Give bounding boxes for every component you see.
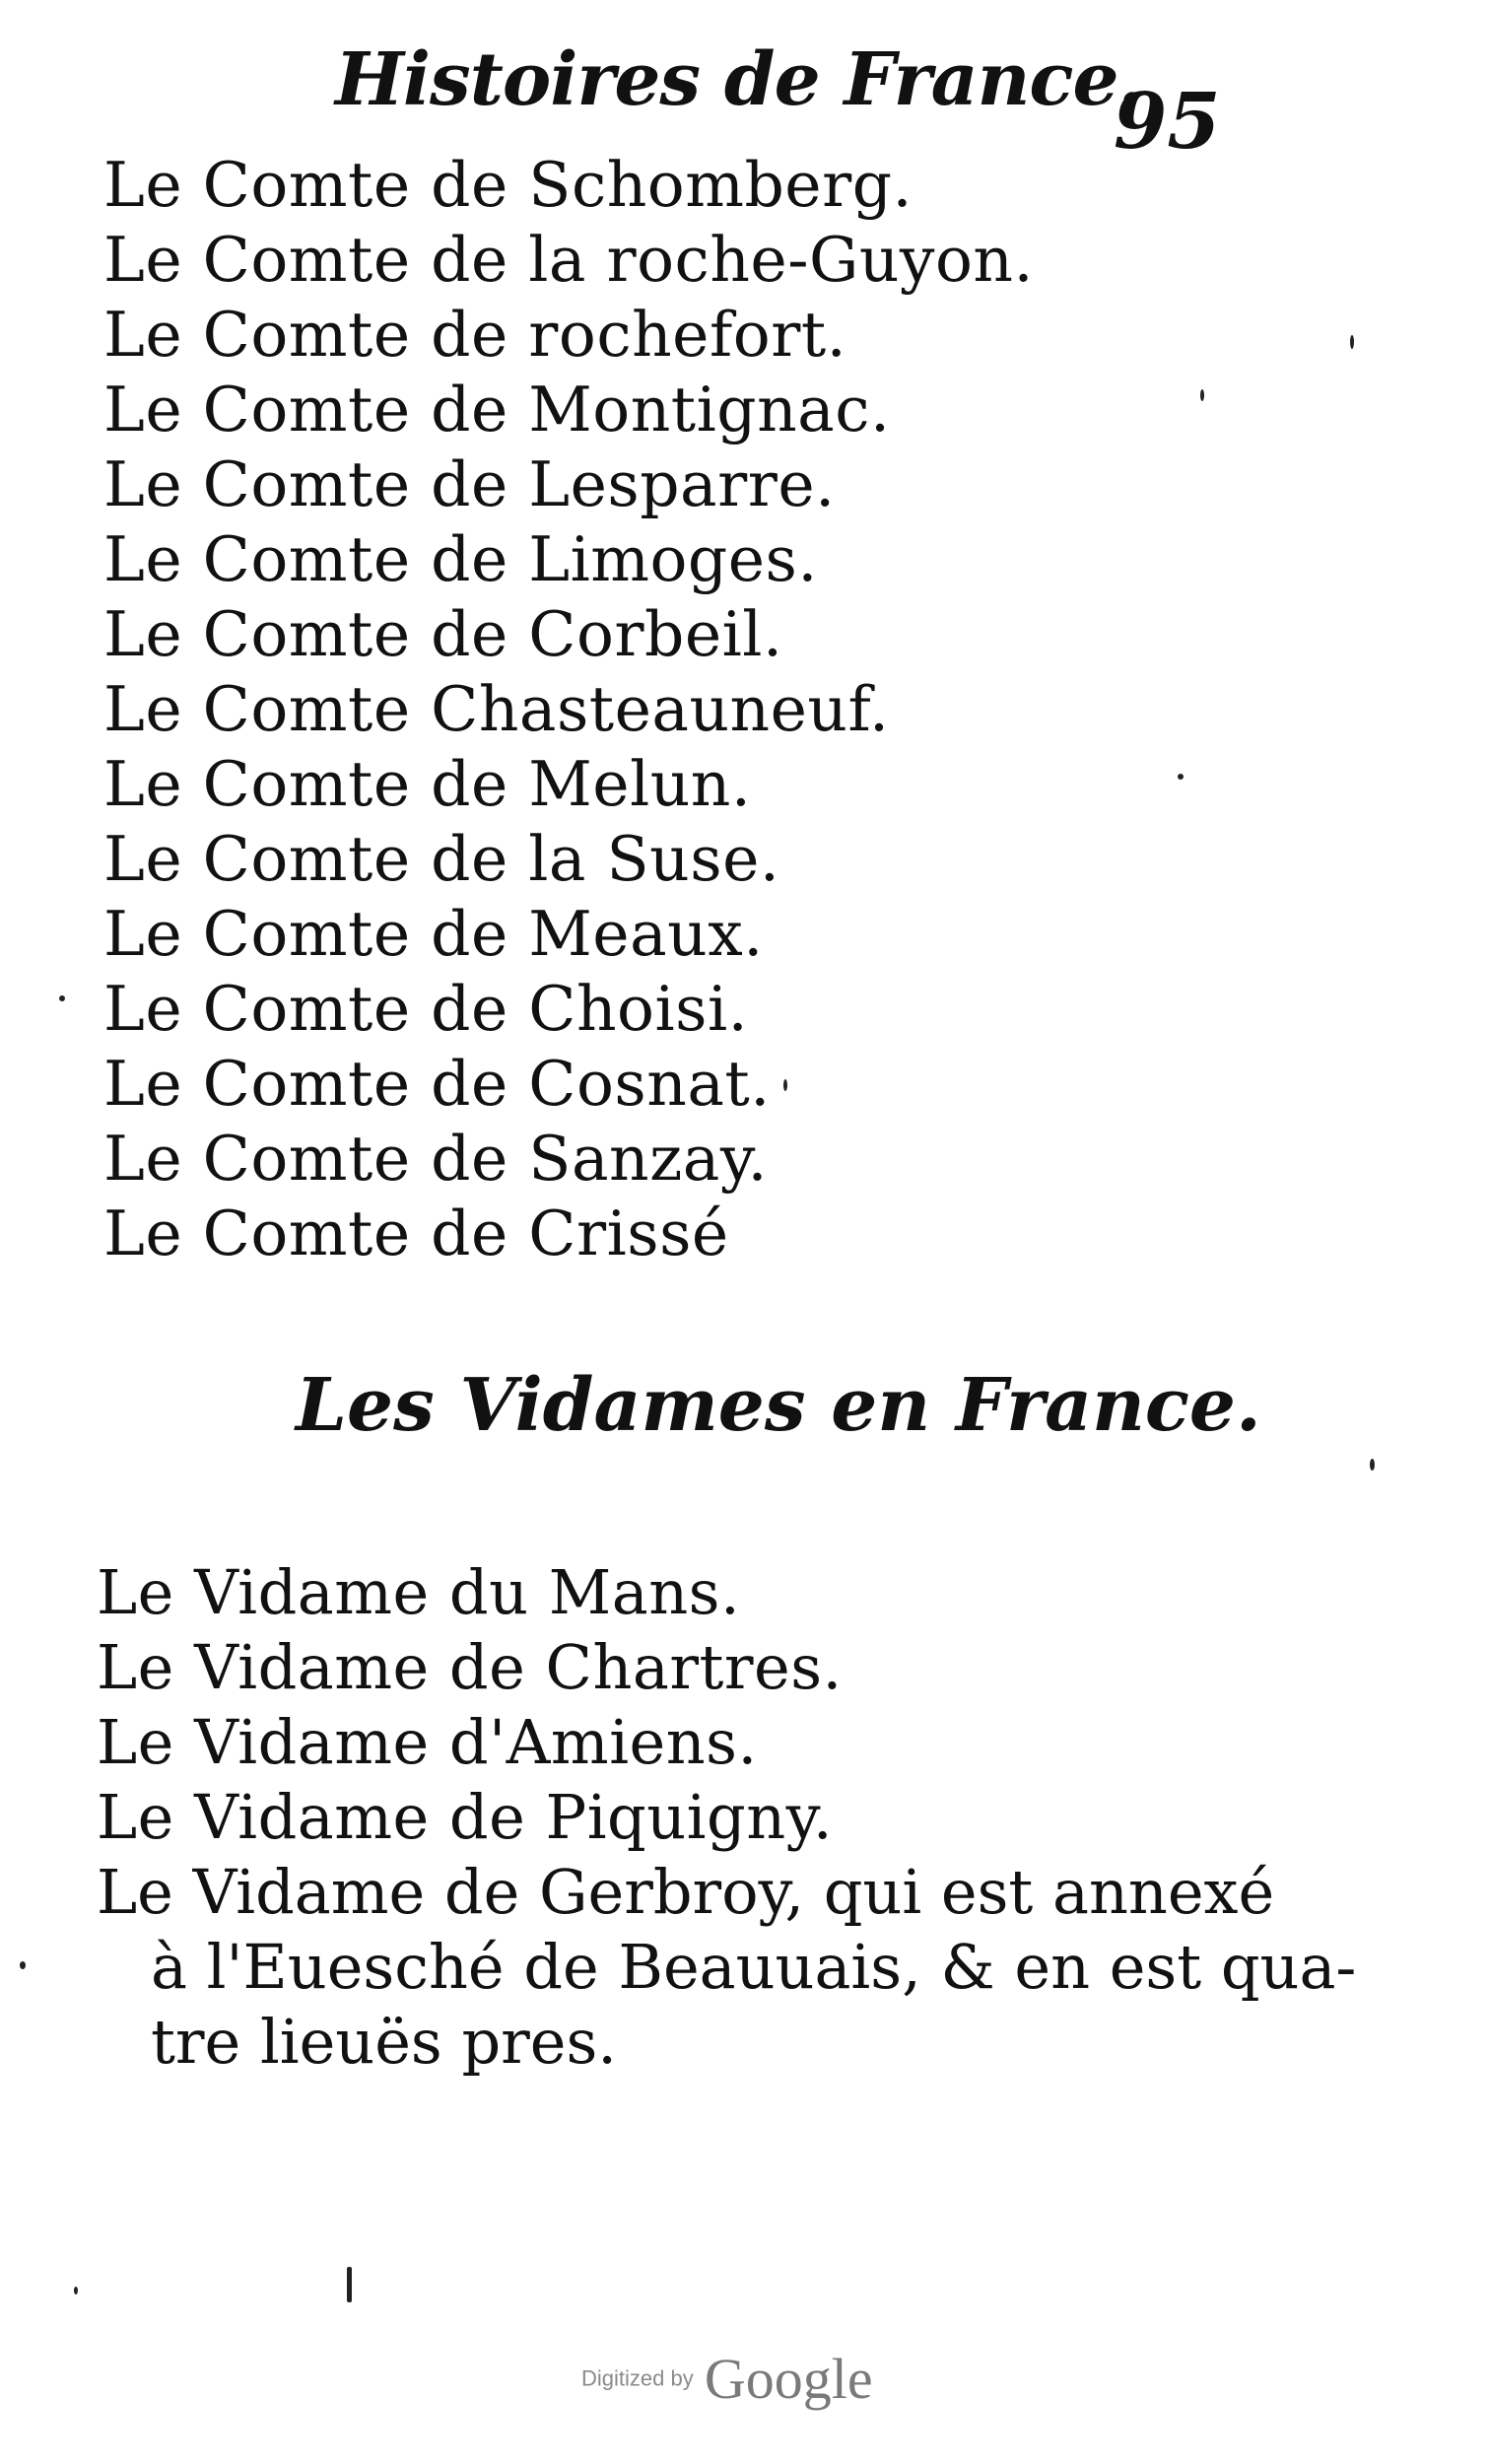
entry-line: Le Vidame de Gerbroy, qui est annexé (97, 1856, 1275, 1928)
section-title: Les Vidames en France. (296, 1363, 1261, 1448)
ink-speck (59, 995, 65, 1001)
google-logo: Google (704, 2347, 873, 2411)
list-item: Le Comte de la roche-Guyon. (103, 224, 1035, 296)
list-item: Le Comte de Montignac. (103, 374, 891, 445)
digitized-watermark (581, 2346, 873, 2412)
ink-speck (1178, 774, 1184, 780)
digitized-by-label: Digitized by (581, 2365, 694, 2391)
running-head: Histoires de France. (335, 37, 1143, 122)
ink-speck (74, 2287, 78, 2294)
list-item: Le Comte de Corbeil. (103, 598, 783, 670)
list-item: Le Comte de la Suse. (103, 823, 780, 895)
ink-speck (783, 1079, 787, 1091)
list-item: Le Comte de Melun. (103, 748, 752, 820)
list-item: Le Comte Chasteauneuf. (103, 673, 890, 745)
ink-speck (347, 2267, 352, 2302)
entry-line: tre lieuës pres. (151, 2006, 617, 2078)
list-item: Le Comte de Lesparre. (103, 448, 836, 520)
list-item: Le Comte de Crissé (103, 1198, 729, 1269)
list-item: Le Comte de Meaux. (103, 898, 764, 970)
ink-speck (1350, 335, 1354, 349)
page-number: 95 (1114, 77, 1221, 167)
list-item: Le Vidame du Mans. (97, 1556, 741, 1628)
counts-list (103, 148, 1034, 1271)
list-item: Le Vidame d'Amiens. (97, 1706, 758, 1778)
ink-speck (1200, 389, 1204, 401)
vidame-gerbroy-entry (97, 1855, 1357, 2080)
ink-speck (1370, 1459, 1375, 1471)
vidames-list (97, 1555, 843, 1855)
list-item: Le Comte de Cosnat. (103, 1048, 771, 1120)
list-item: Le Comte de Choisi. (103, 973, 749, 1045)
entry-line: à l'Euesché de Beauuais, & en est qua- (151, 1931, 1357, 2003)
list-item: Le Comte de rochefort. (103, 299, 847, 371)
list-item: Le Vidame de Piquigny. (97, 1781, 834, 1853)
list-item: Le Comte de Limoges. (103, 523, 818, 595)
list-item: Le Vidame de Chartres. (97, 1631, 843, 1703)
ink-speck (20, 1961, 26, 1969)
list-item: Le Comte de Schomberg. (103, 149, 914, 221)
list-item: Le Comte de Sanzay. (103, 1123, 769, 1195)
